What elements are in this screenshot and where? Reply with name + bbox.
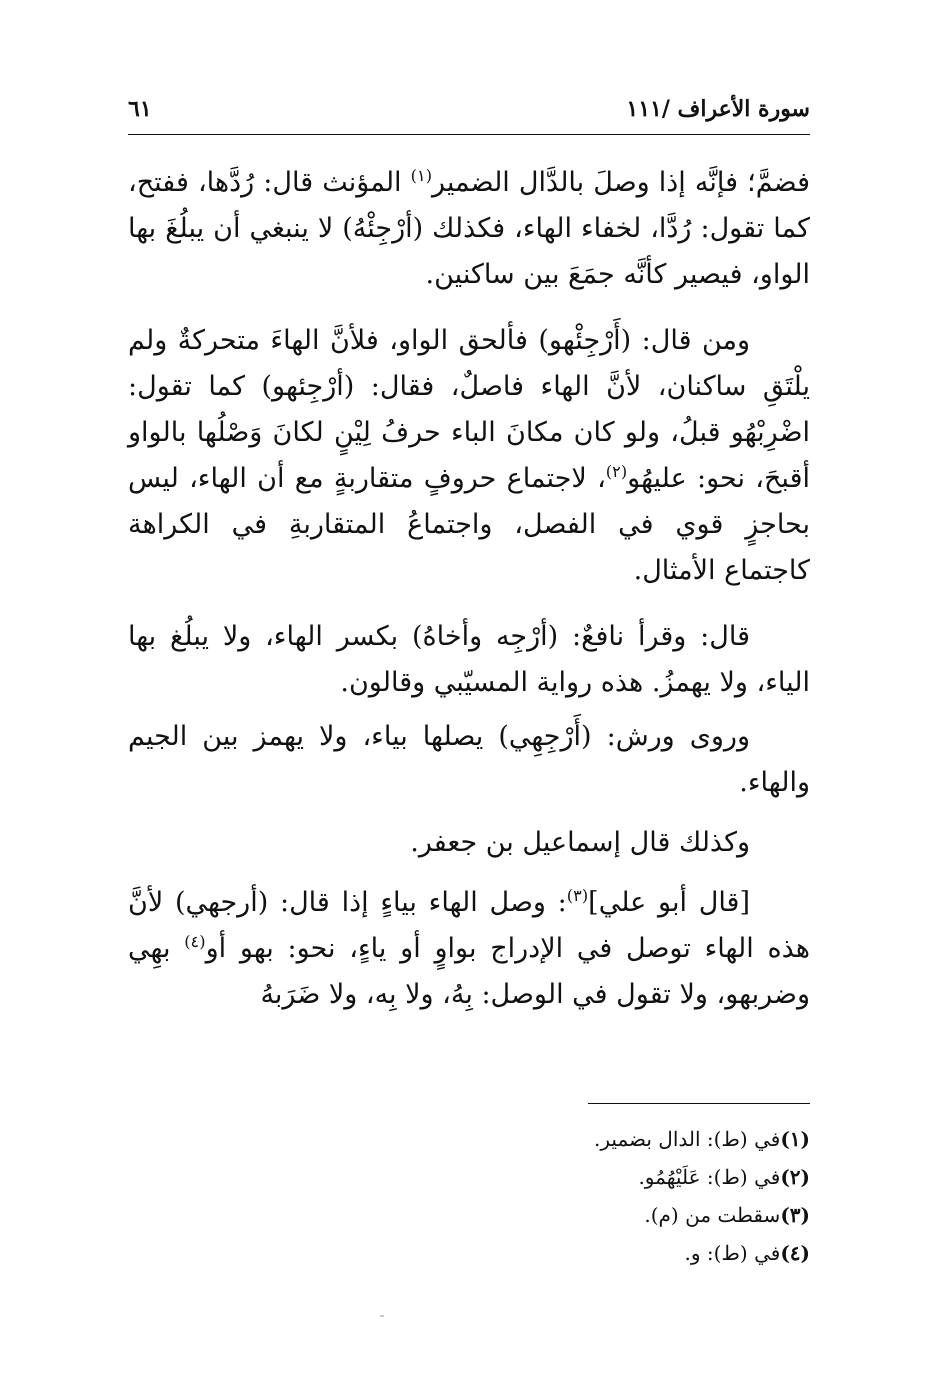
header-rule [128, 134, 810, 135]
footnote: (٢)في (ط): عَلَيْهُمُو. [638, 1165, 810, 1189]
footnote-number: (٤) [780, 1241, 810, 1265]
footnote: (٣)سقطت من (م). [644, 1203, 810, 1227]
footnote-ref: (٢) [605, 462, 628, 481]
footnote-number: (١) [780, 1127, 810, 1151]
scan-mark [380, 1315, 384, 1317]
footnote-number: (٢) [780, 1165, 810, 1189]
page-header [128, 92, 810, 128]
footnote: (٤)في (ط): و. [684, 1241, 810, 1265]
running-title: سورة الأعراف /١١١ [626, 96, 810, 122]
paragraph: قال: وقرأ نافعٌ: (أرْجِه وأخاهُ) بكسر الهاء، ولا يبلُغ بها الياء، ولا يهمزُ. هذه رواية المسيّبي وقالون. [128, 621, 810, 698]
footnote-number: (٣) [780, 1203, 810, 1227]
footnote-ref: (٤) [184, 932, 206, 951]
paragraph: [قال أبو علي]$^{(٣)}$: وصل الهاء بياءٍ إذا قال: (أرجهي) لأنَّ هذه الهاء توصل في الإدراج بواوٍ أو ياءٍ، نحو: بهو أو$^{(٤)}$ بهِي وضربهو، ولا تقول في الوصل: بِهُ، ولا بِه، ولا ضَرَبهُ [128, 886, 811, 1010]
footnote: (١)في (ط): الدال بضمير. [594, 1127, 810, 1151]
paragraph: وروى ورش: (أَرْجِهِي) يصلها بياء، ولا يهمز بين الجيم والهاء. [128, 721, 810, 798]
footnote-rule [588, 1103, 810, 1104]
paragraph: ومن قال: (أَرْجِئْهو) فألحق الواو، فلأنَّ الهاءَ متحركةٌ ولم يلْتَقِ ساكنان، لأنَّ الهاء فاصلٌ، فقال: (أرْجِئهو) كما تقول: اضْرِبْهُو قبلُ، ولو كان مكانَ الباء حرفُ لِيْنٍ لكانَ وَصْلُها بالواو أقبحَ، نحو: عليهُو$^{(٢)}$، لاجتماع حروفٍ متقاربةٍ مع أن الهاء، ليس بحاجزٍ قوي في الفصل، واجتماعُ المتقاربةِ في الكراهة كاجتماع الأمثال. [128, 325, 810, 586]
paragraph: وكذلك قال إسماعيل بن جعفر. [410, 827, 750, 858]
footnotes [128, 1120, 810, 1272]
paragraph: فضمَّ؛ فإنَّه إذا وصلَ بالدَّال الضمير$^{(١)}$ المؤنث قال: رُدَّها، ففتح، كما تقول: رُدَّا، لخفاء الهاء، فكذلك (أرْجِئْهُ) لا ينبغي أن يبلُغَ بها الواو، فيصير كأنَّه جمَعَ بين ساكنين. [128, 166, 810, 290]
footnote-ref: (٣) [566, 886, 589, 905]
footnote-ref: (١) [410, 166, 433, 185]
page-number: ٦١ [128, 96, 152, 122]
body-text [128, 160, 810, 1018]
